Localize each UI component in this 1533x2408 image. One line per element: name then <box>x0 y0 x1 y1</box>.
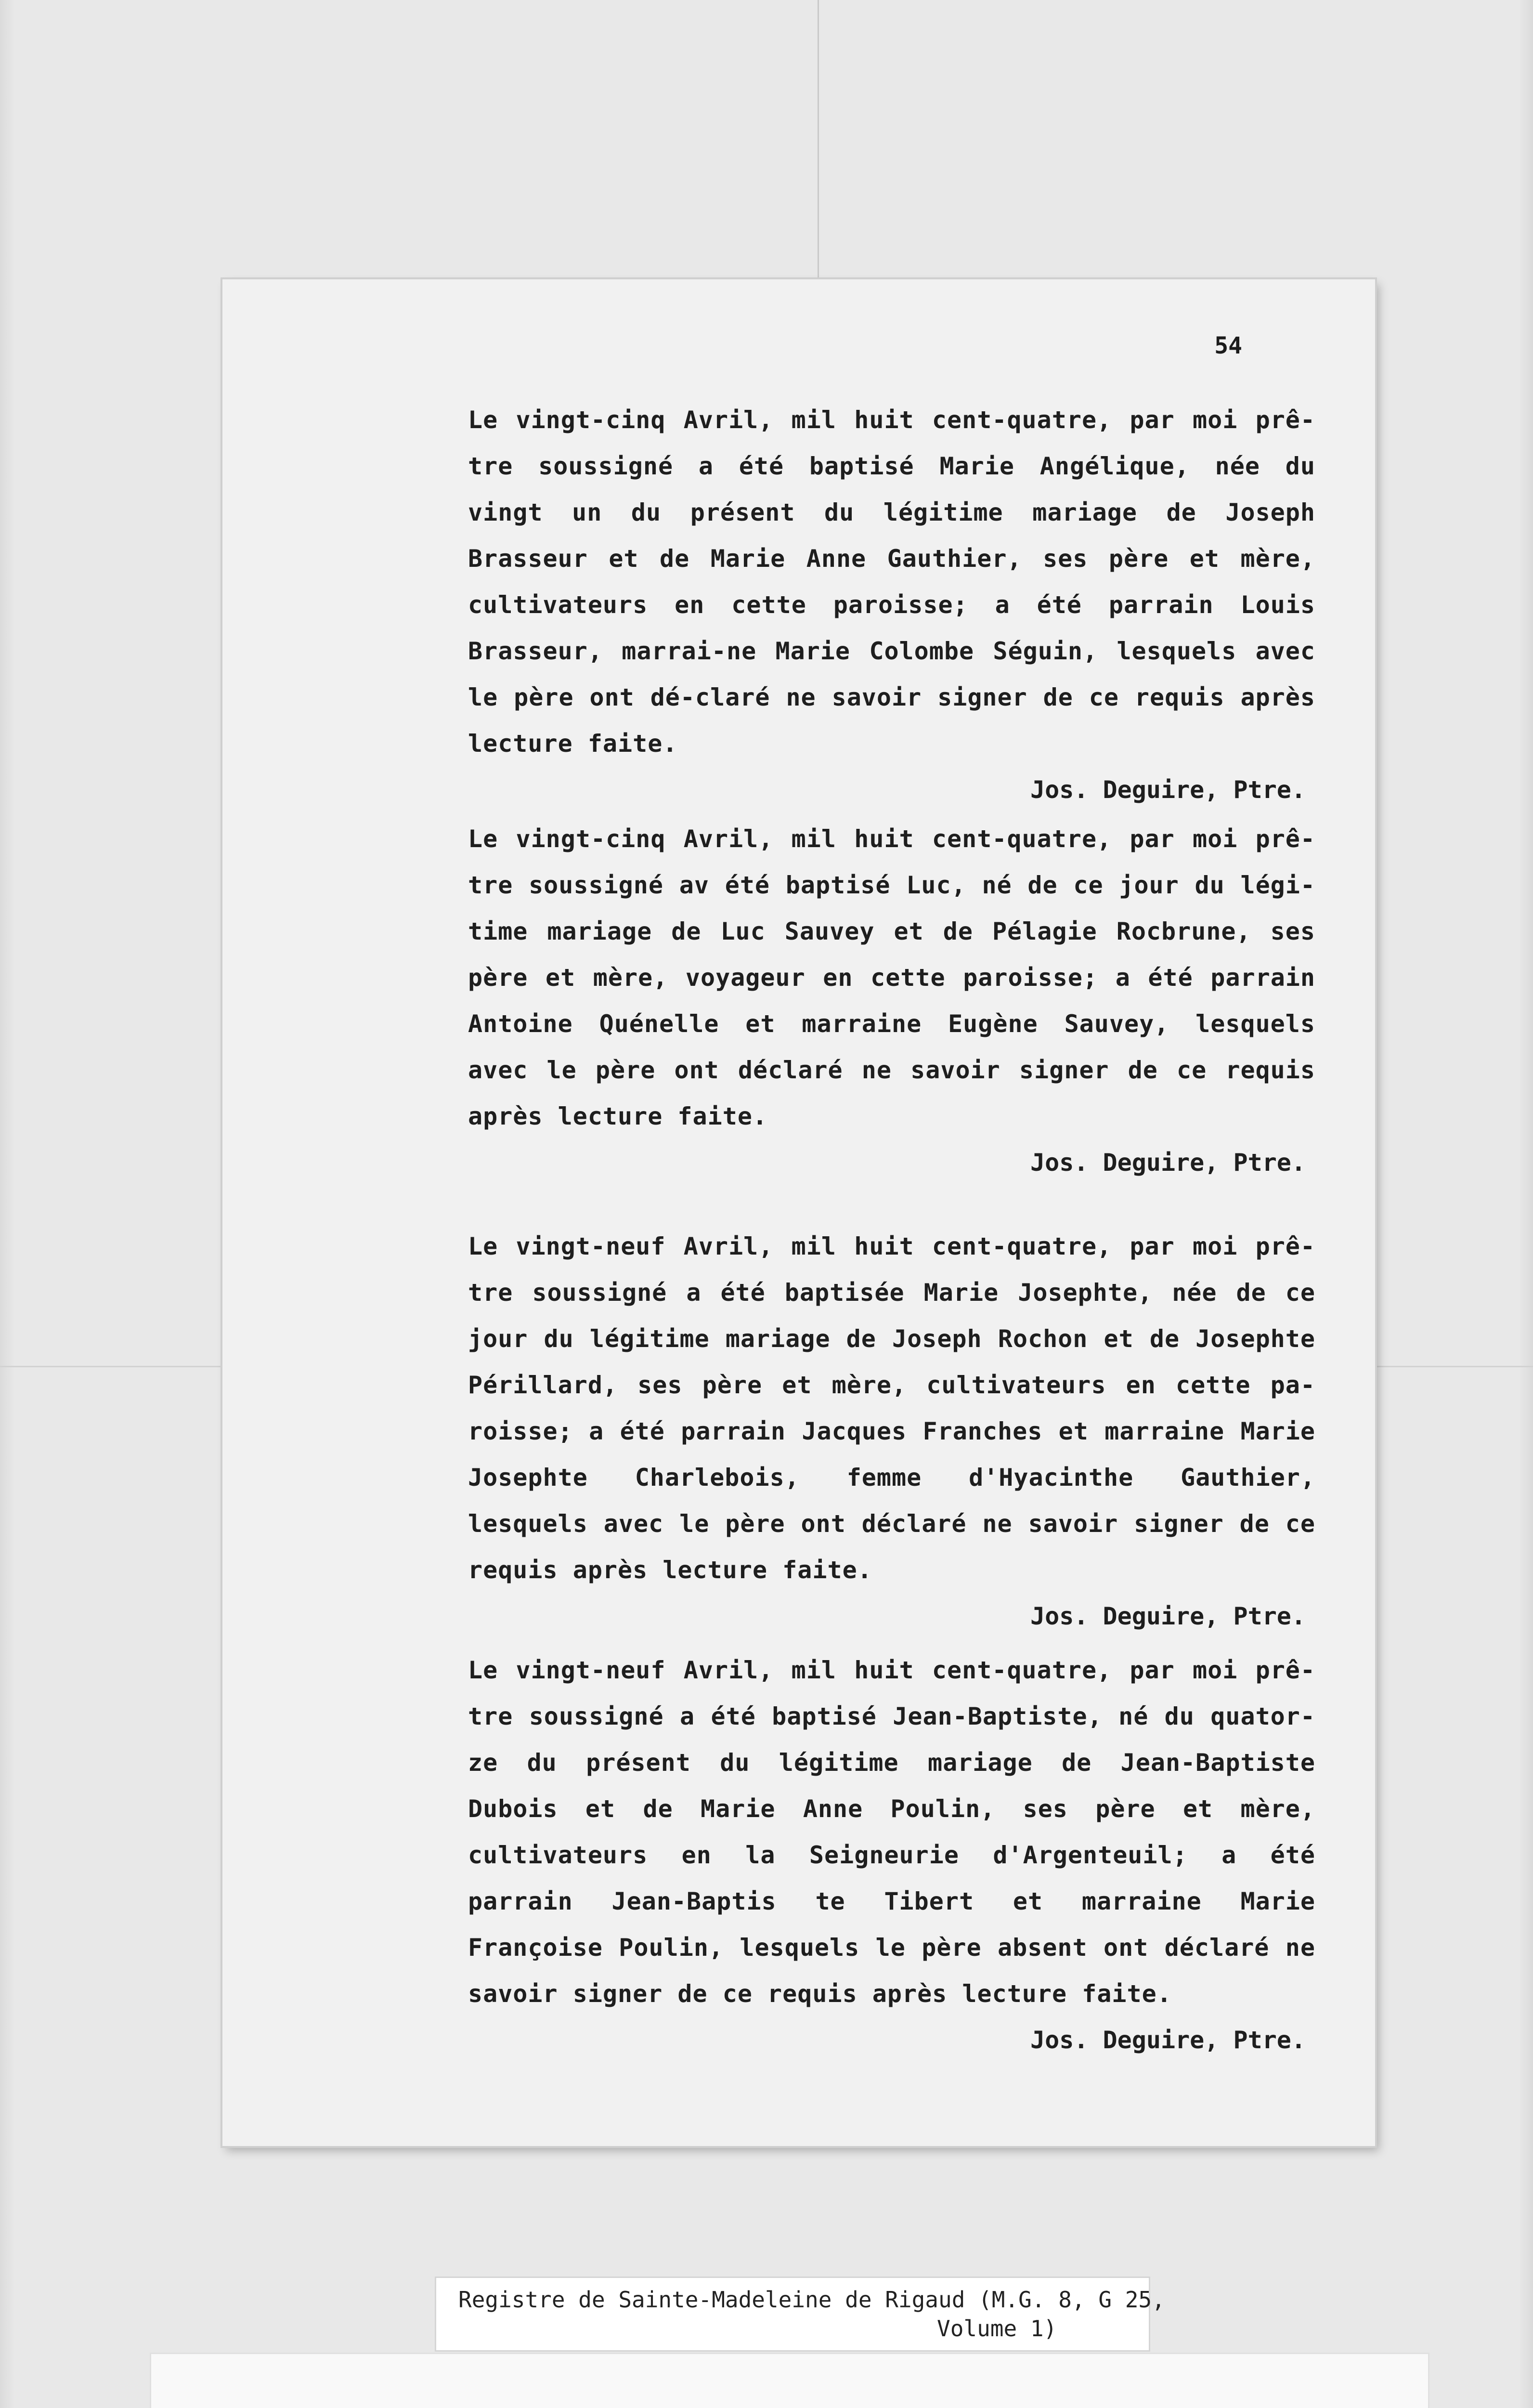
entry-signature: Jos. Deguire, Ptre. <box>1030 1602 1306 1630</box>
reference-line: Registre de Sainte-Madeleine de Rigaud (M.G. 8, G 25, <box>458 2287 1165 2313</box>
backdrop-fold-vertical <box>818 0 819 308</box>
entry-signature: Jos. Deguire, Ptre. <box>1030 1149 1306 1177</box>
baptism-entry <box>468 397 1315 813</box>
baptism-entry <box>468 1223 1315 1639</box>
archives-card <box>151 2354 1428 2408</box>
reference-label <box>436 2278 1165 2350</box>
register-page <box>222 279 1375 2146</box>
entry-signature: Jos. Deguire, Ptre. <box>1030 776 1306 804</box>
entry-text: Le vingt-cinq Avril, mil huit cent-quatre, par moi prê-tre soussigné a été baptisé Marie Angélique, née du vingt un du présent du légitime mariage de Joseph Brasseur et de Marie Anne Gauthier, ses père et mère, cultivateurs en cette paroisse; a été parrain Louis Brasseur, marrai-ne Marie Colombe Séguin, lesquels avec le père ont dé-claré ne savoir signer de ce requis après lecture faite. <box>468 406 1315 758</box>
reference-line: Volume 1) <box>937 2316 1057 2342</box>
entry-text: Le vingt-cinq Avril, mil huit cent-quatre, par moi prê-tre soussigné av été baptisé Luc, né de ce jour du légi-time mariage de Luc Sauvey et de Pélagie Rocbrune, ses père et mère, voyageur en cette paroisse; a été parrain Antoine Quénelle et marraine Eugène Sauvey, lesquels avec le père ont déclaré ne savoir signer de ce requis après lecture faite. <box>468 825 1315 1130</box>
baptism-entry <box>468 816 1315 1186</box>
baptism-entry <box>468 1647 1315 2063</box>
entry-text: Le vingt-neuf Avril, mil huit cent-quatre, par moi prê-tre soussigné a été baptisée Marie Josephte, née de ce jour du légitime mariage de Joseph Rochon et de Josephte Périllard, ses père et mère, cultivateurs en cette pa-roisse; a été parrain Jacques Franches et marraine Marie Josephte Charlebois, femme d'Hyacinthe Gauthier, lesquels avec le père ont déclaré ne savoir signer de ce requis après lecture faite. <box>468 1232 1315 1584</box>
page-number: 54 <box>1214 332 1242 359</box>
entry-text: Le vingt-neuf Avril, mil huit cent-quatre, par moi prê-tre soussigné a été baptisé Jean-Baptiste, né du quator-ze du présent du légitime mariage de Jean-Baptiste Dubois et de Marie Anne Poulin, ses père et mère, cultivateurs en la Seigneurie d'Argenteuil; a été parrain Jean-Baptis te Tibert et marraine Marie Françoise Poulin, lesquels le père absent ont déclaré ne savoir signer de ce requis après lecture faite. <box>468 1656 1315 2008</box>
entry-signature: Jos. Deguire, Ptre. <box>1030 2026 1306 2054</box>
